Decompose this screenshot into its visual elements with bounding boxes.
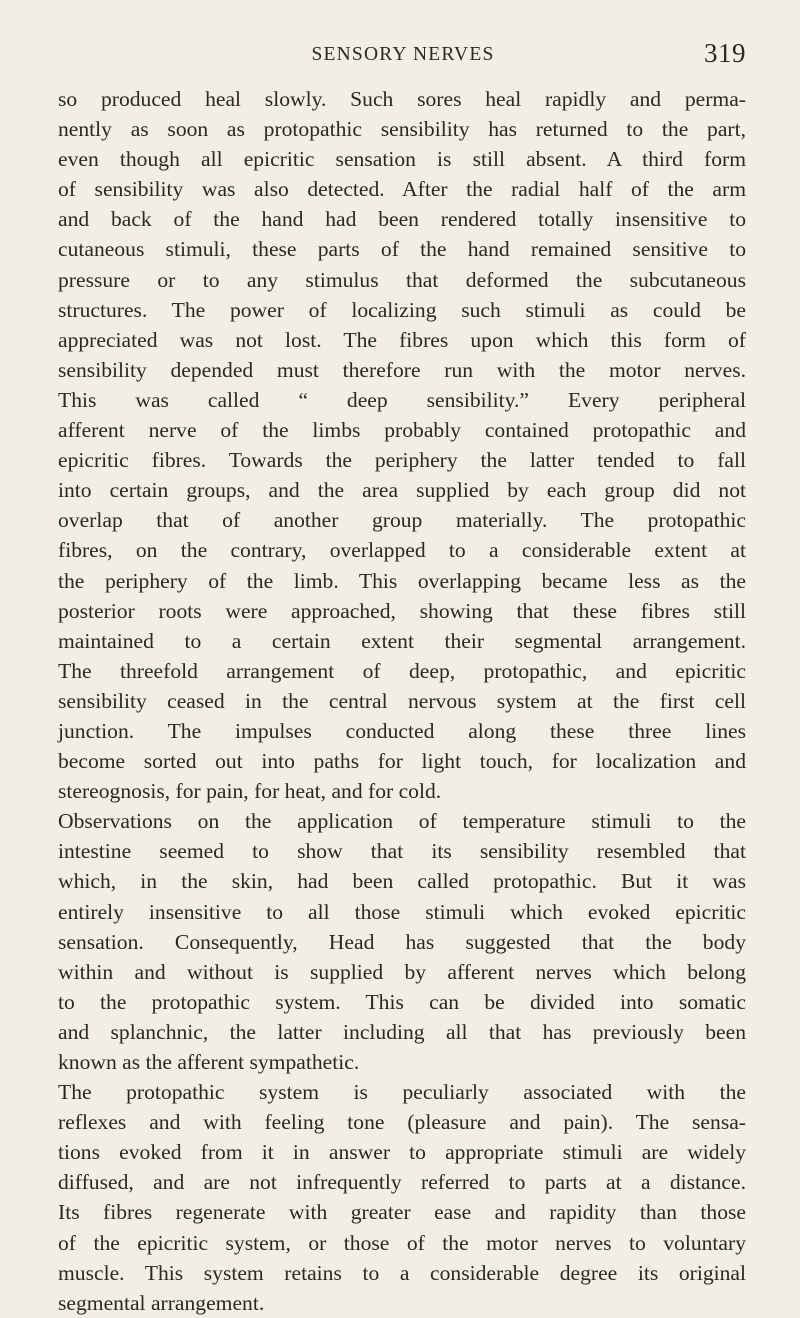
text-line: epicritic fibres. Towards the periphery the latter tended to fall — [58, 448, 746, 473]
text-line: cutaneous stimuli, these parts of the hand remained sensitive to — [58, 237, 746, 262]
text-line: even though all epicritic sensation is still absent. A third form — [58, 147, 746, 172]
text-line: become sorted out into paths for light touch, for localization and — [58, 749, 746, 774]
text-line: pressure or to any stimulus that deformed the subcutaneous — [58, 267, 746, 292]
text-line: intestine seemed to show that its sensibility resembled that — [58, 839, 746, 864]
text-line: of the epicritic system, or those of the motor nerves to voluntary — [58, 1230, 746, 1255]
text-line: fibres, on the contrary, overlapped to a considerable extent at — [58, 538, 746, 563]
text-line: sensation. Consequently, Head has suggested that the body — [58, 929, 746, 954]
text-line: so produced heal slowly. Such sores heal rapidly and perma- — [58, 87, 746, 111]
text-line: of sensibility was also detected. After the radial half of the arm — [58, 177, 746, 202]
text-line: within and without is supplied by afferent nerves which belong — [58, 959, 746, 984]
text-line: junction. The impulses conducted along these three lines — [58, 718, 746, 743]
text-line: entirely insensitive to all those stimuli which evoked epicritic — [58, 899, 746, 924]
text-line: and splanchnic, the latter including all that has previously been — [58, 1019, 746, 1044]
text-line: and back of the hand had been rendered totally insensitive to — [58, 207, 746, 232]
text-line: The protopathic system is peculiarly associated with the — [58, 1080, 746, 1105]
text-line: appreciated was not lost. The fibres upon which this form of — [58, 327, 746, 352]
running-title: SENSORY NERVES — [311, 44, 495, 65]
text-line: afferent nerve of the limbs probably contained protopathic and — [58, 418, 746, 443]
text-line: maintained to a certain extent their segmental arrangement. — [58, 628, 746, 653]
text-line: to the protopathic system. This can be divided into somatic — [58, 989, 746, 1014]
running-head — [58, 38, 748, 78]
text-line: nently as soon as protopathic sensibility has returned to the part, — [58, 117, 746, 142]
text-line: overlap that of another group materially. The protopathic — [58, 508, 746, 533]
text-line: into certain groups, and the area supplied by each group did not — [58, 478, 746, 503]
text-line: structures. The power of localizing such stimuli as could be — [58, 297, 746, 322]
text-line: muscle. This system retains to a considerable degree its original — [58, 1260, 746, 1285]
text-line: the periphery of the limb. This overlapping became less as the — [58, 568, 746, 593]
page-number: 319 — [704, 38, 746, 68]
text-line: which, in the skin, had been called protopathic. But it was — [58, 869, 746, 894]
text-line: tions evoked from it in answer to appropriate stimuli are widely — [58, 1140, 746, 1165]
text-line: reflexes and with feeling tone (pleasure and pain). The sensa- — [58, 1110, 746, 1135]
text-line: This was called “ deep sensibility.” Every peripheral — [58, 387, 746, 412]
text-line: stereognosis, for pain, for heat, and for cold. — [58, 779, 442, 804]
text-line: segmental arrangement. — [58, 1290, 265, 1315]
text-line: known as the afferent sympathetic. — [58, 1050, 360, 1074]
text-line: Observations on the application of temperature stimuli to the — [58, 809, 746, 834]
text-line: The threefold arrangement of deep, protopathic, and epicritic — [58, 658, 746, 683]
text-line: sensibility ceased in the central nervous system at the first cell — [58, 688, 746, 713]
text-line: Its fibres regenerate with greater ease and rapidity than those — [58, 1200, 746, 1225]
text-line: sensibility depended must therefore run with the motor nerves. — [58, 357, 746, 382]
body-text — [58, 84, 746, 1318]
text-line: posterior roots were approached, showing that these fibres still — [58, 598, 746, 623]
text-line: diffused, and are not infrequently referred to parts at a distance. — [58, 1170, 746, 1195]
